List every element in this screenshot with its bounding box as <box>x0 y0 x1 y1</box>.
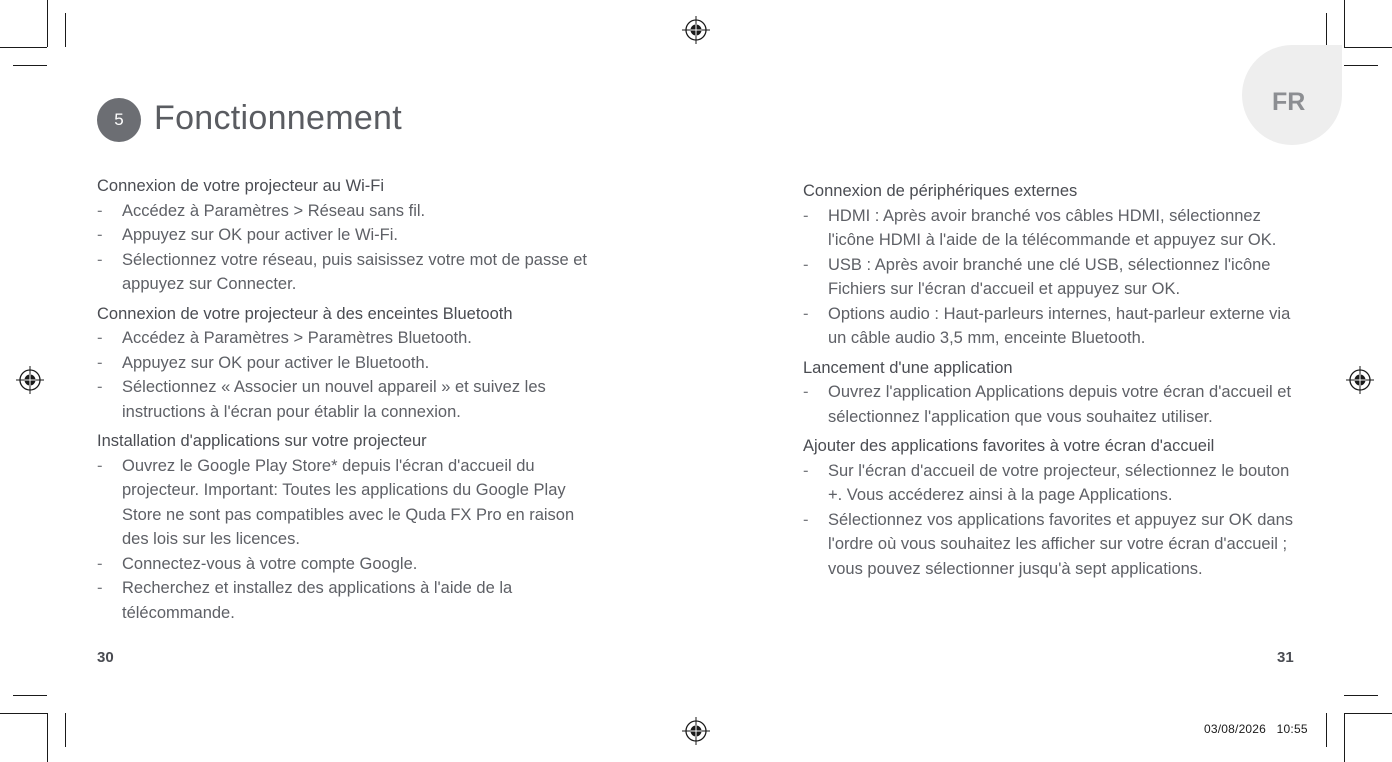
section-title: Installation d'applications sur votre projecteur <box>97 432 427 450</box>
right-column <box>803 179 1303 586</box>
list-item <box>97 454 597 552</box>
chapter-number-badge: 5 <box>97 98 141 142</box>
section-title: Ajouter des applications favorites à votre écran d'accueil <box>803 437 1215 455</box>
section-bluetooth <box>97 302 597 425</box>
list-item <box>803 508 1303 582</box>
bullet-dash: - <box>97 579 103 597</box>
list-item <box>97 351 597 376</box>
crop-mark <box>65 713 66 747</box>
crop-mark <box>13 65 47 66</box>
registration-mark-icon <box>682 16 710 44</box>
list-item-text: Accédez à Paramètres > Paramètres Bluetooth. <box>122 329 472 347</box>
list-item <box>803 302 1303 351</box>
section-apps-install <box>97 429 597 625</box>
list-item-text: HDMI : Après avoir branché vos câbles HDMI, sélectionnez l'icône HDMI à l'aide de la télécommande et appuyez sur OK. <box>828 206 1277 249</box>
section-title: Connexion de votre projecteur au Wi-Fi <box>97 177 385 195</box>
bullet-dash: - <box>97 378 103 396</box>
crop-mark <box>1344 713 1345 762</box>
bullet-dash: - <box>97 456 103 475</box>
list-item-text: USB : Après avoir branché une clé USB, sélectionnez l'icône Fichiers sur l'écran d'accueil et appuyez sur OK. <box>828 255 1271 298</box>
registration-mark-icon <box>16 366 44 394</box>
crop-mark <box>1344 713 1392 714</box>
list-item-text: Sélectionnez vos applications favorites et appuyez sur OK dans l'ordre où vous souhaitez les afficher sur votre écran d'accueil ; vous pouvez sélectionner jusqu'à sept applications. <box>828 510 1294 578</box>
crop-mark <box>1344 47 1392 48</box>
section-wifi <box>97 174 597 297</box>
crop-mark <box>1326 713 1327 747</box>
list-item-text: Sélectionnez « Associer un nouvel appareil » et suivez les instructions à l'écran pour établir la connexion. <box>122 378 546 421</box>
bullet-dash: - <box>803 304 809 323</box>
list-item-text: Ouvrez l'application Applications depuis votre écran d'accueil et sélectionnez l'application que vous souhaitez utiliser. <box>828 383 1292 426</box>
list-item <box>803 253 1303 302</box>
language-badge-label: FR <box>1272 88 1306 116</box>
list-item-text: Ouvrez le Google Play Store* depuis l'écran d'accueil du projecteur. Important: Toutes les applications du Google Play Store ne sont pas compatibles avec le Quda FX Pro en raison des lois sur les licences. <box>122 456 575 548</box>
crop-mark <box>47 713 48 762</box>
list-item-text: Sélectionnez votre réseau, puis saisissez votre mot de passe et appuyez sur Connecter. <box>122 250 587 293</box>
print-date-stamp: 03/08/2026 10:55 <box>1204 722 1308 736</box>
page-number-right: 31 <box>1277 649 1294 666</box>
list-item <box>803 459 1303 508</box>
crop-mark <box>65 13 66 47</box>
list-item-text: Options audio : Haut-parleurs internes, haut-parleur externe via un câble audio 3,5 mm, enceinte Bluetooth. <box>828 304 1291 347</box>
crop-mark <box>47 0 48 47</box>
list-item <box>97 375 597 424</box>
bullet-dash: - <box>97 250 103 269</box>
bullet-dash: - <box>803 255 809 274</box>
left-column <box>97 174 597 630</box>
section-title: Connexion de périphériques externes <box>803 182 1078 200</box>
bullet-dash: - <box>803 206 809 225</box>
crop-mark <box>13 695 47 696</box>
crop-mark <box>0 47 47 48</box>
section-launch-app <box>803 356 1303 430</box>
bullet-dash: - <box>97 201 103 220</box>
registration-mark-icon <box>682 717 710 745</box>
bullet-dash: - <box>803 461 809 480</box>
list-item <box>803 204 1303 253</box>
registration-mark-icon <box>1346 366 1374 394</box>
list-item <box>97 326 597 351</box>
list-item <box>803 380 1303 429</box>
crop-mark <box>1326 13 1327 47</box>
list-item <box>97 552 597 577</box>
bullet-dash: - <box>97 554 103 573</box>
bullet-dash: - <box>803 383 809 401</box>
crop-mark <box>1344 0 1345 47</box>
section-title: Lancement d'une application <box>803 358 1013 377</box>
section-external-devices <box>803 179 1303 351</box>
bullet-dash: - <box>97 353 103 372</box>
bullet-dash: - <box>97 226 103 244</box>
section-favorites <box>803 434 1303 581</box>
crop-mark <box>1344 695 1378 696</box>
list-item <box>97 576 597 625</box>
list-item-text: Recherchez et installez des applications à l'aide de la télécommande. <box>122 579 513 622</box>
list-item-text: Appuyez sur OK pour activer le Bluetooth. <box>122 353 430 372</box>
bullet-dash: - <box>97 329 103 347</box>
list-item-text: Sur l'écran d'accueil de votre projecteur, sélectionnez le bouton +. Vous accéderez ainsi à la page Applications. <box>828 461 1290 504</box>
list-item-text: Appuyez sur OK pour activer le Wi-Fi. <box>122 226 399 244</box>
list-item <box>97 199 597 224</box>
chapter-title: Fonctionnement <box>154 99 403 137</box>
crop-mark <box>1344 65 1378 66</box>
page-number-left: 30 <box>97 649 114 666</box>
section-title: Connexion de votre projecteur à des enceintes Bluetooth <box>97 304 513 323</box>
list-item <box>97 248 597 297</box>
bullet-dash: - <box>803 510 809 529</box>
crop-mark <box>0 713 47 714</box>
list-item-text: Accédez à Paramètres > Réseau sans fil. <box>122 201 426 220</box>
list-item-text: Connectez-vous à votre compte Google. <box>122 554 418 573</box>
list-item <box>97 223 597 248</box>
